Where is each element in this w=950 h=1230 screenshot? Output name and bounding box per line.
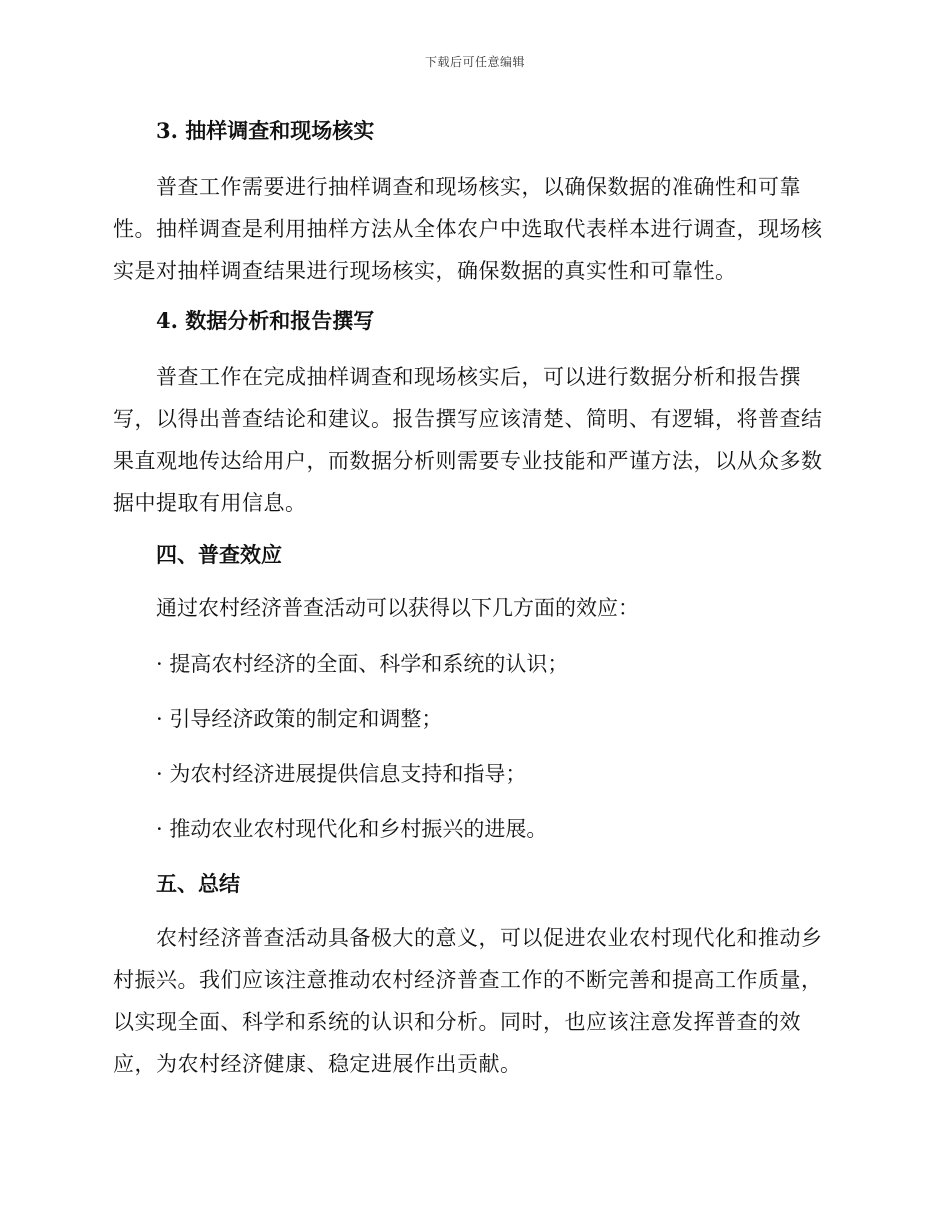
paragraph-analysis: 普查工作在完成抽样调查和现场核实后，可以进行数据分析和报告撰写，以得出普查结论和建议。报告撰写应该清楚、简明、有逻辑，将普查结果直观地传达给用户，而数据分析则需要专业技能和严谨方法，以从众多数据中提取有用信息。 — [113, 365, 823, 515]
section-heading-sampling: 3. 抽样调查和现场核实 — [156, 118, 375, 143]
page-header-note: 下载后可任意编辑 — [424, 55, 525, 69]
paragraph-effects-intro: 通过农村经济普查活动可以获得以下几方面的效应： — [156, 596, 639, 620]
document-body — [113, 112, 833, 1085]
paragraph-sampling: 普查工作需要进行抽样调查和现场核实，以确保数据的准确性和可靠性。抽样调查是利用抽样方法从全体农户中选取代表样本进行调查，现场核实是对抽样调查结果进行现场核实，确保数据的真实性和可靠性。 — [113, 175, 823, 283]
paragraph-summary: 农村经济普查活动具备极大的意义，可以促进农业农村现代化和推动乡村振兴。我们应该注意推动农村经济普查工作的不断完善和提高工作质量，以实现全面、科学和系统的认识和分析。同时，也应该注意发挥普查的效应，为农村经济健康、稳定进展作出贡献。 — [113, 926, 823, 1076]
section-heading-analysis: 4. 数据分析和报告撰写 — [156, 308, 375, 333]
list-item: · 为农村经济进展提供信息支持和指导； — [156, 762, 527, 786]
section-heading-summary: 五、总结 — [156, 871, 240, 896]
list-item: · 引导经济政策的制定和调整； — [156, 707, 443, 731]
list-item: · 提高农村经济的全面、科学和系统的认识； — [156, 652, 569, 676]
list-item: · 推动农业农村现代化和乡村振兴的进展。 — [156, 817, 548, 841]
section-heading-effects: 四、普查效应 — [156, 542, 282, 567]
